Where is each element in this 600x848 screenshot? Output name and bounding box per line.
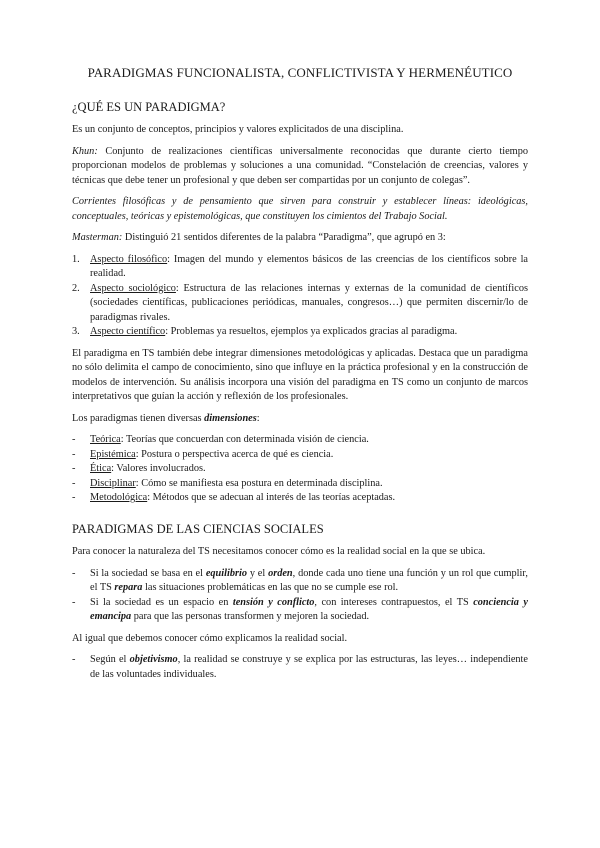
- dimension-term: Epistémica: [90, 448, 136, 460]
- text: , la realidad se construye y se explica por las estructuras, las leyes… independiente de las voluntades individuales.: [90, 654, 528, 680]
- aspects-list: [72, 253, 528, 340]
- dim-post: :: [256, 412, 260, 424]
- list-item: [72, 448, 528, 463]
- paragraph-dimensions-intro: [72, 412, 528, 427]
- dimension-text: : Métodos que se adecuan al interés de las teorías aceptadas.: [147, 492, 396, 503]
- dimension-text: : Valores involucrados.: [111, 463, 206, 474]
- dash: -: [72, 567, 76, 579]
- text: Si la sociedad se basa en el: [90, 567, 206, 579]
- dash: -: [72, 477, 76, 489]
- dimension-term: Disciplinar: [90, 477, 136, 489]
- text: y el: [247, 567, 269, 579]
- section-heading-ciencias-sociales: PARADIGMAS DE LAS CIENCIAS SOCIALES: [72, 521, 324, 536]
- dimension-term: Ética: [90, 463, 112, 474]
- list-item: [72, 462, 528, 477]
- list-item: [72, 491, 528, 506]
- list-item: [72, 567, 528, 596]
- dash: -: [72, 448, 76, 460]
- aspect-term: Aspecto científico: [90, 326, 166, 337]
- bold-term: equilibrio: [205, 567, 248, 579]
- dimension-term: Metodológica: [90, 492, 148, 503]
- aspect-term: Aspecto filosófico: [90, 253, 168, 265]
- list-number: 1.: [72, 253, 80, 265]
- text: para que las personas transformen y mejoren la sociedad.: [131, 611, 370, 622]
- kuhn-text: Conjunto de realizaciones científicas universalmente reconocidas que durante cierto tiempo proporcionan modelos de problemas y soluciones a una comunidad. “Constelación de creencias, valores y técnicas que debe tener un profesional y que deben ser compartidas por un conjunto de colegas”.: [72, 145, 528, 186]
- list-item: [72, 282, 528, 326]
- text: Si la sociedad es un espacio en: [90, 596, 233, 608]
- paragraph-masterman: [72, 231, 528, 246]
- aspect-term: Aspecto sociológico: [90, 282, 176, 294]
- dim-bold: dimensiones: [204, 412, 257, 424]
- dash: -: [72, 492, 76, 503]
- bold-term: concienciа y emancipa: [90, 596, 528, 622]
- bold-term: objetivismo: [129, 654, 178, 665]
- dimension-text: : Cómo se manifiesta esa postura en determinada disciplina.: [135, 477, 383, 489]
- dash: -: [72, 596, 76, 608]
- aspect-text: : Estructura de las relaciones internas y externas de la comunidad de científicos (sociedades científicas, publicaciones periódicas, manuales, congresos…) que permiten discernir/lo de paradigmas rivales.: [90, 282, 528, 323]
- paragraph-kuhn: [72, 145, 528, 189]
- dash: -: [72, 463, 76, 474]
- dimension-term: Teórica: [90, 434, 121, 445]
- dim-pre: Los paradigmas tienen diversas: [72, 412, 205, 424]
- list-item: [72, 253, 528, 282]
- text: , con intereses contrapuestos, el TS: [314, 596, 474, 608]
- paragraph-ts: El paradigma en TS también debe integrar dimensiones metodológicas y aplicadas. Destaca que un paradigma no sólo delimita el campo de conocimiento, sino que influye en la práctica profesional y en la construcción de modelos de intervención. Su análisis incorpora una visión del paradigma en TS como un conjunto de marcos interpretativos que guían la acción y reflexión de los profesionales.: [72, 347, 528, 402]
- dimensions-list: [72, 433, 528, 506]
- aspect-text: : Problemas ya resueltos, ejemplos ya explicados gracias al paradigma.: [165, 326, 458, 337]
- list-item: [72, 596, 528, 625]
- paragraph-definition: Es un conjunto de conceptos, principios y valores explicitados de una disciplina.: [72, 124, 404, 135]
- dash: -: [72, 654, 76, 665]
- objetivismo-list: [72, 653, 528, 682]
- masterman-text: Distinguió 21 sentidos diferentes de la palabra “Paradigma”, que agrupó en 3:: [122, 232, 446, 243]
- paragraph-al-igual: Al igual que debemos conocer cómo explicamos la realidad social.: [72, 632, 348, 644]
- text: , donde cada uno tiene una función y un rol que cumplir, el TS: [90, 567, 528, 593]
- list-number: 2.: [72, 282, 80, 294]
- author-kuhn: Khun:: [72, 145, 98, 157]
- aspect-text: : Imagen del mundo y elementos básicos de las creencias de los científicos sobre la realidad.: [90, 253, 529, 279]
- bold-term: orden: [268, 567, 293, 579]
- author-masterman: Masterman:: [72, 232, 123, 243]
- list-item: [72, 653, 528, 682]
- text: las situaciones problemáticas en las que no se cumple ese rol.: [142, 582, 399, 593]
- list-item: [72, 477, 528, 492]
- dimension-text: : Postura o perspectiva acerca de qué es ciencia.: [135, 448, 334, 460]
- document-title: PARADIGMAS FUNCIONALISTA, CONFLICTIVISTA Y HERMENÉUTICO: [87, 65, 513, 80]
- dash: -: [72, 434, 76, 445]
- paragraph-naturaleza: Para conocer la naturaleza del TS necesitamos conocer cómo es la realidad social en la que se ubica.: [72, 546, 486, 557]
- document-content: [72, 66, 528, 689]
- list-item: [72, 325, 528, 340]
- paragraph-corrientes: Corrientes filosóficas y de pensamiento que sirven para construir y establecer líneas: ideológicas, conceptuales, teóricas y epistemológicas, que constituyen los cimientos del Trabajo Social.: [72, 196, 528, 222]
- section-heading-paradigma: ¿QUÉ ES UN PARADIGMA?: [72, 99, 226, 114]
- list-item: [72, 433, 528, 448]
- list-number: 3.: [72, 326, 80, 337]
- bold-term: tensión y conflicto: [232, 596, 315, 608]
- bold-term: repara: [114, 582, 143, 593]
- text: Según el: [90, 654, 130, 665]
- dimension-text: : Teorías que concuerdan con determinada visión de ciencia.: [120, 434, 369, 445]
- society-list: [72, 567, 528, 625]
